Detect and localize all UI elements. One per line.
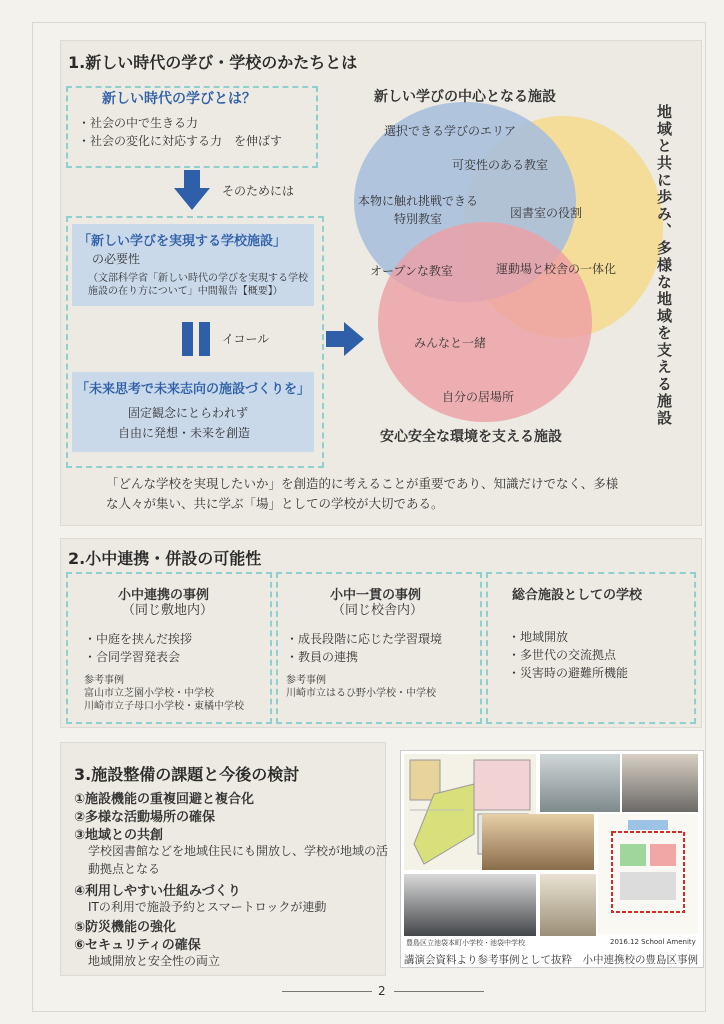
classroom-photo-1 [540,754,620,812]
venn-item-4: 特別教室 [394,212,443,226]
equal-label: イコール [222,332,270,346]
section1-heading: 1.新しい時代の学び・学校のかたちとは [68,53,358,72]
card-1-title: 小中連携の事例 [118,588,210,603]
hall-photo [404,874,536,936]
venn-item-3: 本物に触れ挑戦できる [358,194,479,208]
card-2-title: 小中一貫の事例 [330,588,422,603]
card-2-ref-1: 川崎市立はるひ野小学校・中学校 [286,688,436,699]
issue-6-desc: 地域開放と安全性の両立 [88,954,221,968]
card-3-title: 総合施設としての学校 [512,588,643,603]
future-line-2: 自由に発想・未来を創造 [118,426,251,440]
issue-1-title: ①施設機能の重複回避と複合化 [74,792,255,807]
therefore-text: そのためには [222,184,295,198]
issue-6-title: ⑥セキュリティの確保 [74,938,201,953]
venn-item-7: 運動場と校舎の一体化 [496,262,617,276]
photo-caption-school: 豊島区立池袋本町小学校・池袋中学校 [406,939,525,947]
down-arrow-icon [174,170,210,210]
card-1-ref-label: 参考事例 [84,675,124,686]
card-2-item-2: ・教員の連携 [286,650,359,664]
future-line-1: 固定観念にとらわれず [128,406,249,420]
issue-4-desc: ITの利用で施設予約とスマートロックが連動 [88,900,327,914]
issue-3-title: ③地域との共創 [74,828,164,843]
photo-caption: 講演会資料より参考事例として抜粋 小中連携校の豊島区事例 [404,954,698,966]
page-number: 2 [378,984,386,998]
venn-item-9: 自分の居場所 [442,390,515,404]
card-1-item-1: ・中庭を挟んだ挨拶 [84,632,193,646]
venn-right-label: 地域と共に歩み、多様な地域を支える施設 [655,104,673,427]
card-1-sub: （同じ敷地内） [122,603,214,618]
issue-2-title: ②多様な活動場所の確保 [74,810,216,825]
need-title: 「新しい学びを実現する学校施設」 [78,234,287,249]
need-sub: の必要性 [92,252,141,266]
card-1-item-2: ・合同学習発表会 [84,650,181,664]
issue-5-title: ⑤防災機能の強化 [74,920,177,935]
page-rule-right [394,991,484,992]
venn-bottom-label: 安心安全な環境を支える施設 [380,429,562,445]
right-arrow-icon [326,322,364,356]
question-title: 新しい時代の学びとは？ [102,91,256,107]
card-1-ref-2: 川崎市立子母口小学校・東橘中学校 [84,701,244,712]
section3-heading: 3.施設整備の課題と今後の検討 [74,765,300,784]
venn-item-5: 図書室の役割 [510,206,583,220]
question-item-2: ・社会の変化に対応する力 を伸ばす [78,134,283,148]
issue-3-desc: 学校図書館などを地域住民にも開放し、学校が地域の活動拠点となる [88,844,389,876]
venn-item-6: オープンな教室 [370,264,453,278]
need-ref: （文部科学省「新しい時代の学びを実現する学校施設の在り方について」中間報告【概要】） [88,273,308,297]
section2-heading: 2.小中連携・併設の可能性 [68,549,262,568]
layout-plan-image [598,814,698,934]
card-3-item-1: ・地域開放 [508,630,569,644]
card-3-item-2: ・多世代の交流拠点 [508,648,617,662]
venn-top-label: 新しい学びの中心となる施設 [374,89,556,105]
equal-icon [182,322,212,356]
card-2-ref-label: 参考事例 [286,675,326,686]
section1-summary: 「どんな学校を実現したいか」を創造的に考えることが重要であり、知識だけでなく、多様な人々が集い、共に学ぶ「場」としての学校が大切である。 [106,476,619,511]
card-3-item-3: ・災害時の避難所機能 [508,666,629,680]
card-2-sub: （同じ校舎内） [332,603,424,618]
room-photo [540,874,596,936]
card-1-ref-1: 富山市立芝園小学校・中学校 [84,688,214,699]
library-photo [482,814,594,870]
question-item-1: ・社会の中で生きる力 [78,116,199,130]
venn-item-1: 選択できる学びのエリア [384,124,517,138]
issue-4-title: ④利用しやすい仕組みづくり [74,884,241,899]
classroom-photo-2 [622,754,698,812]
photo-caption-date: 2016.12 School Amenity [610,938,696,946]
venn-item-8: みんなと一緒 [414,336,487,350]
page-rule-left [282,991,372,992]
future-title: 「未来思考で未来志向の施設づくりを」 [76,382,311,397]
venn-item-2: 可変性のある教室 [452,158,549,172]
card-2-item-1: ・成長段階に応じた学習環境 [286,632,443,646]
